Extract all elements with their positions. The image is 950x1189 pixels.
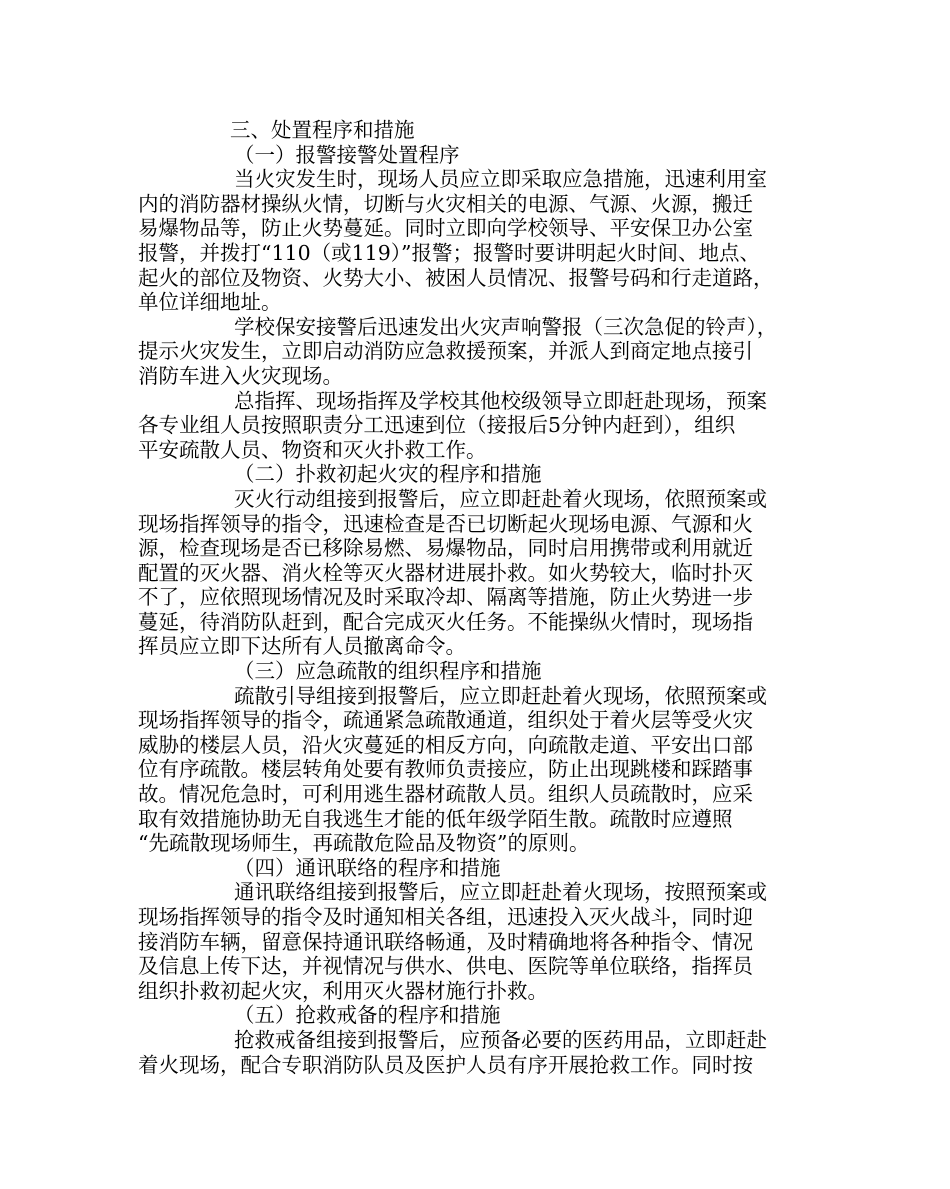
paragraph-line: 组织扑救初起火灾，利用灭火器材施行扑救。 [138,978,548,1003]
paragraph [138,315,828,389]
subsection-heading: （四）通讯联络的程序和措施 [234,855,501,880]
paragraph-line: 学校保安接警后迅速发出火灾声响警报（三次急促的铃声）， [234,314,778,339]
subsection-heading: （五）抢救戒备的程序和措施 [234,1003,501,1028]
paragraph [138,880,828,1003]
paragraph-line: 现场指挥领导的指令及时通知相关各组，迅速投入灭火战斗，同时迎 [138,905,753,929]
paragraph-line: 总指挥、现场指挥及学校其他校级领导立即赶赴现场，预案 [234,388,767,413]
paragraph-line: 不了，应依照现场情况及时采取冷却、隔离等措施，防止火势进一步 [138,585,753,610]
paragraph-line: 通讯联络组接到报警后，应立即赶赴着火现场，按照预案或 [234,880,767,905]
subsection-3 [138,659,828,856]
paragraph-line: 内的消防器材操纵火情，切断与火灾相关的电源、气源、火源，搬迁 [138,191,753,216]
subsection-5 [138,1003,828,1077]
paragraph-line: 故。情况危急时，可利用逃生器材疏散人员。组织人员疏散时，应采 [138,782,753,807]
paragraph [138,389,828,463]
paragraph-line: 配置的灭火器、消火栓等灭火器材进展扑救。如火势较大，临时扑灭 [138,560,753,585]
paragraph [138,487,828,659]
paragraph-line: 现场指挥领导的指令，迅速检查是否已切断起火现场电源、气源和火 [138,511,753,536]
paragraph-line: 各专业组人员按照职责分工迅速到位（接报后5分钟内赶到），组织 [138,413,736,438]
paragraph-line: 消防车进入火灾现场。 [138,363,343,388]
paragraph-line: 着火现场，配合专职消防队员及医护人员有序开展抢救工作。同时按 [138,1052,753,1077]
subsection-1 [138,143,828,463]
paragraph-line: 挥员应立即下达所有人员撤离命令。 [138,634,466,659]
paragraph-line: 抢救戒备组接到报警后，应预备必要的医药用品，立即赶赴 [234,1027,767,1052]
paragraph-line: 平安疏散人员、物资和灭火扑救工作。 [138,437,487,462]
paragraph-line: 单位详细地址。 [138,290,282,315]
paragraph-line: 取有效措施协助无自我逃生才能的低年级学陌生散。疏散时应遵照 [138,806,733,831]
paragraph-line: 源，检查现场是否已移除易燃、易爆物品，同时启用携带或利用就近 [138,536,753,561]
paragraph-line: 及信息上传下达，并视情况与供水、供电、医院等单位联络，指挥员 [138,954,753,979]
paragraph-line: 当火灾发生时，现场人员应立即采取应急措施，迅速利用室 [234,167,767,192]
paragraph-line: 易爆物品等，防止火势蔓延。同时立即向学校领导、平安保卫办公室 [138,216,753,241]
paragraph-line: 现场指挥领导的指令，疏通紧急疏散通道，组织处于着火层等受火灾 [138,708,753,733]
subsection-2 [138,462,828,659]
paragraph-line: 灭火行动组接到报警后，应立即赶赴着火现场，依照预案或 [234,486,767,511]
paragraph-line: 报警，并拨打“110（或119）”报警；报警时要讲明起火时间、地点、 [138,240,760,265]
paragraph-line: 威胁的楼层人员，沿火灾蔓延的相反方向，向疏散走道、平安出口部 [138,732,753,757]
paragraph-line: 疏散引导组接到报警后，应立即赶赴着火现场，依照预案或 [234,683,767,708]
paragraph [138,167,828,315]
subsection-heading: （二）扑救初起火灾的程序和措施 [234,462,542,487]
subsection-heading: （一）报警接警处置程序 [234,142,460,167]
subsection-heading: （三）应急疏散的组织程序和措施 [234,659,542,684]
document-page [138,118,828,1077]
paragraph-line: 接消防车辆，留意保持通讯联络畅通，及时精确地将各种指令、情况 [138,929,753,954]
paragraph-line: 位有序疏散。楼层转角处要有教师负责接应，防止出现跳楼和踩踏事 [138,757,753,782]
paragraph-line: 蔓延，待消防队赶到，配合完成灭火任务。不能操纵火情时，现场指 [138,609,753,634]
paragraph-line: 起火的部位及物资、火势大小、被困人员情况、报警号码和行走道路， [138,265,774,290]
paragraph-line: 提示火灾发生，立即启动消防应急救援预案，并派人到商定地点接引 [138,339,753,364]
paragraph [138,1028,828,1077]
paragraph-line: “先疏散现场师生，再疏散危险品及物资”的原则。 [138,831,590,856]
subsection-4 [138,856,828,1004]
section-title: 三、处置程序和措施 [230,118,415,142]
paragraph [138,684,828,856]
